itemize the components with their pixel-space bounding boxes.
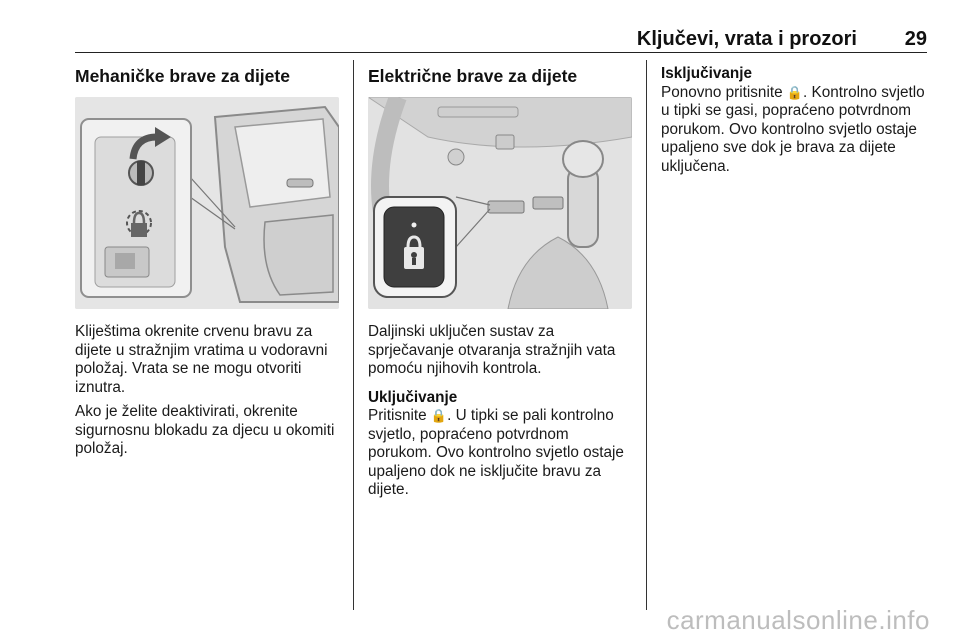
rear-door-illustration xyxy=(75,97,339,309)
column-deactivation xyxy=(661,65,929,176)
child-lock-icon: 🔒 xyxy=(430,408,448,423)
center-console-illustration xyxy=(368,97,632,309)
activation-heading: Uključivanje xyxy=(368,388,458,406)
section-heading-mechanical: Mehaničke brave za dijete xyxy=(75,66,290,86)
electric-description: Daljinski uključen sustav za sprječavanje otvaranja stražnjih vata pomoću njihovih kontrola. xyxy=(368,323,616,377)
column-divider xyxy=(646,60,647,610)
mechanical-deactivate: Ako je želite deaktivirati, okrenite sigurnosnu blokadu za djecu u okomiti položaj. xyxy=(75,403,335,457)
page-number: 29 xyxy=(904,28,927,50)
page-header xyxy=(75,26,927,53)
deactivation-heading: Isključivanje xyxy=(661,65,752,82)
figure-center-console xyxy=(368,97,632,309)
activation-instructions: Pritisnite 🔒. U tipki se pali kontrolno svjetlo, popraćeno potvrdnom porukom. Ovo kontrolno svjetlo ostaje upaljeno dok ne isključite bravu za dijete. xyxy=(368,407,624,498)
column-electric-locks xyxy=(368,65,636,500)
figure-rear-door-lock xyxy=(75,97,339,309)
deactivation-instructions: Ponovno pritisnite 🔒. Kontrolno svjetlo u tipki se gasi, popraćeno potvrdnom porukom. Ovo kontrolno svjetlo ostaje upaljeno sve dok je brava za dijete uključena. xyxy=(661,83,925,175)
chapter-title: Ključevi, vrata i prozori xyxy=(636,28,857,50)
watermark: carmanualsonline.info xyxy=(666,605,930,635)
column-mechanical-locks xyxy=(75,65,343,459)
column-divider xyxy=(353,60,354,610)
section-heading-electric: Električne brave za dijete xyxy=(368,66,578,86)
child-lock-icon: 🔒 xyxy=(786,84,804,100)
mechanical-instructions: Klij​eštima okrenite crvenu bravu za dijete u stražnjim vratima u vodoravni položaj. Vrata se ne mogu otvoriti iznutra. xyxy=(75,323,328,396)
